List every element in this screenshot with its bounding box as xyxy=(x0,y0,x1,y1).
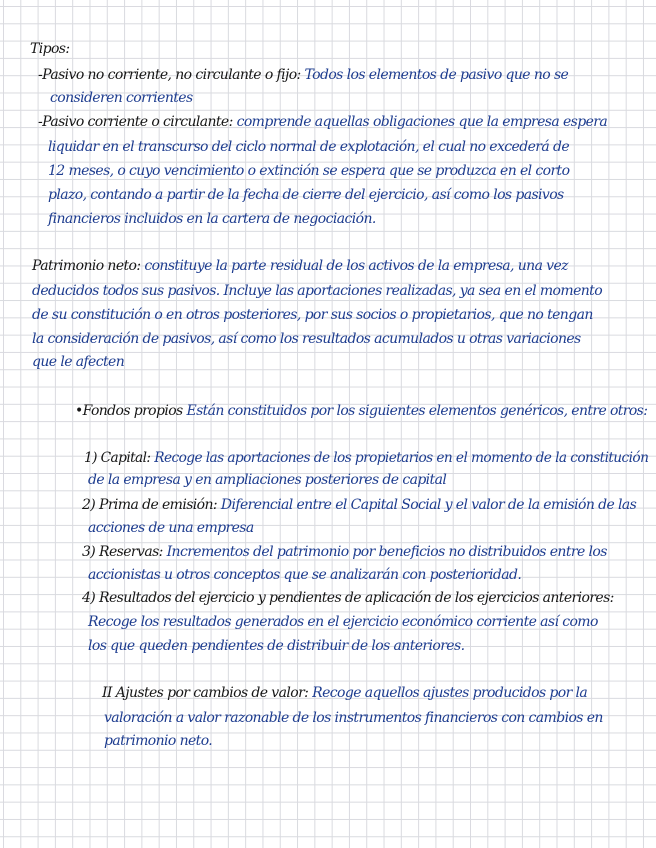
patrimonio-line-2: deducidos todos sus pasivos. Incluye las aportaciones realizadas, ya sea en el momento xyxy=(32,283,603,299)
tipos-line-4: liquidar en el transcurso del ciclo normal de explotación, el cual no excederá de xyxy=(48,139,569,155)
patrimonio-line-3: de su constitución o en otros posteriores, por sus socios o propietarios, que no tengan xyxy=(32,307,593,323)
resultados-line-2: Recoge los resultados generados en el ejercicio económico corriente así como xyxy=(88,614,598,630)
prima-term: 2) Prima de emisión: xyxy=(82,497,218,513)
capital-term: 1) Capital: xyxy=(84,450,151,466)
tipos-line-7: financieros incluidos en la cartera de negociación. xyxy=(48,211,376,227)
prima-line-2: acciones de una empresa xyxy=(88,520,254,536)
fondos-desc: Están constituidos por los siguientes elementos genéricos, entre otros: xyxy=(186,403,648,419)
pasivo-no-corriente-desc: Todos los elementos de pasivo que no se xyxy=(304,67,569,83)
patrimonio-line-1 xyxy=(32,256,568,276)
tipos-line-5: 12 meses, o cuyo vencimiento o extinción se espera que se produzca en el corto xyxy=(48,163,570,179)
reservas-line-1 xyxy=(82,542,607,562)
patrimonio-line-4: la consideración de pasivos, así como los resultados acumulados u otras variaciones xyxy=(32,331,581,347)
ajustes-desc: Recoge aquellos ajustes producidos por la xyxy=(312,685,588,701)
patrimonio-desc: constituye la parte residual de los activos de la empresa, una vez xyxy=(144,258,568,274)
fondos-line-1 xyxy=(75,401,647,421)
tipos-line-6: plazo, contando a partir de la fecha de cierre del ejercicio, así como los pasivos xyxy=(48,187,564,203)
pasivo-no-corriente-term: -Pasivo no corriente, no circulante o fijo: xyxy=(38,67,301,83)
ajustes-line-3: patrimonio neto. xyxy=(104,733,213,749)
tipos-line-2: consideren corrientes xyxy=(50,90,193,106)
fondos-term: •Fondos propios xyxy=(75,403,183,419)
capital-desc: Recoge las aportaciones de los propietarios en el momento de la constitución xyxy=(154,450,649,466)
reservas-line-2: accionistas u otros conceptos que se analizarán con posterioridad. xyxy=(88,567,522,583)
capital-line-1 xyxy=(84,448,648,468)
prima-desc: Diferencial entre el Capital Social y el valor de la emisión de las xyxy=(220,497,637,513)
pasivo-corriente-term: -Pasivo corriente o circulante: xyxy=(38,114,233,130)
pasivo-corriente-desc: comprende aquellas obligaciones que la empresa espera xyxy=(236,114,608,130)
resultados-term: 4) Resultados del ejercicio y pendientes de aplicación de los ejercicios anteriores: xyxy=(82,590,614,606)
reservas-term: 3) Reservas: xyxy=(82,544,163,560)
ajustes-line-2: valoración a valor razonable de los instrumentos financieros con cambios en xyxy=(104,710,603,726)
capital-line-2: de la empresa y en ampliaciones posteriores de capital xyxy=(88,472,447,488)
patrimonio-term: Patrimonio neto: xyxy=(32,258,141,274)
ajustes-term: II Ajustes por cambios de valor: xyxy=(102,685,309,701)
tipos-line-1 xyxy=(38,65,568,85)
resultados-line-3: los que queden pendientes de distribuir de los anteriores. xyxy=(88,638,465,654)
tipos-line-3 xyxy=(38,112,607,132)
tipos-heading: Tipos: xyxy=(30,41,70,57)
prima-line-1 xyxy=(82,495,636,515)
patrimonio-line-5: que le afecten xyxy=(32,354,125,370)
ajustes-line-1 xyxy=(102,683,587,703)
reservas-desc: Incrementos del patrimonio por beneficios no distribuidos entre los xyxy=(166,544,607,560)
